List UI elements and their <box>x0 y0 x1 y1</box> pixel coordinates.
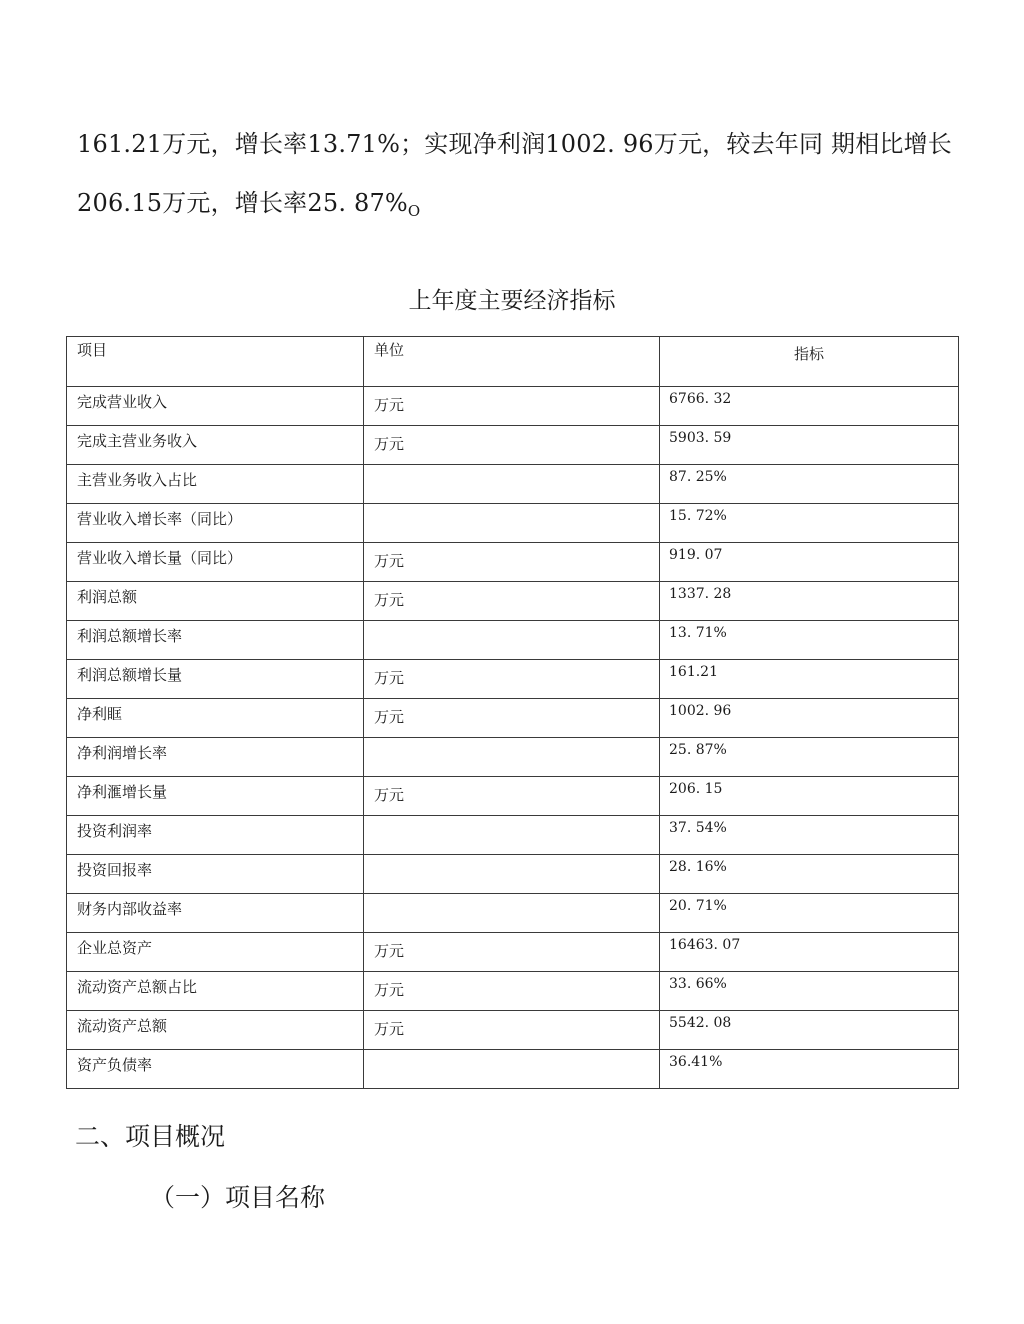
paragraph-trailing-mark: O <box>407 202 421 220</box>
economic-indicators-table <box>66 336 959 1089</box>
table-title: 上年度主要经济指标 <box>408 288 616 314</box>
row-unit-cell: 万元 <box>364 582 660 621</box>
table-row <box>67 582 959 621</box>
section-heading: 二、项目概况 <box>75 1122 226 1151</box>
row-item-cell: 主营业务收入占比 <box>67 465 364 504</box>
row-item-cell: 完成主营业务收入 <box>67 426 364 465</box>
table-row <box>67 387 959 426</box>
row-value-cell: 25. 87% <box>660 738 959 777</box>
table-row <box>67 660 959 699</box>
table-row <box>67 855 959 894</box>
table-row <box>67 621 959 660</box>
paragraph-text: 206.15万元，增长率25. 87% <box>77 189 408 217</box>
row-item-cell: 净利眶 <box>67 699 364 738</box>
row-unit-cell <box>364 465 660 504</box>
row-item-cell: 利润总额 <box>67 582 364 621</box>
table-row <box>67 777 959 816</box>
row-value-cell: 161.21 <box>660 660 959 699</box>
row-unit-cell <box>364 855 660 894</box>
table-row <box>67 543 959 582</box>
row-unit-cell: 万元 <box>364 387 660 426</box>
table-row <box>67 972 959 1011</box>
table-row <box>67 816 959 855</box>
row-unit-cell: 万元 <box>364 543 660 582</box>
row-item-cell: 利润总额增长量 <box>67 660 364 699</box>
row-item-cell: 营业收入增长率（同比） <box>67 504 364 543</box>
row-unit-cell: 万元 <box>364 777 660 816</box>
table-row <box>67 465 959 504</box>
header-item: 项目 <box>67 337 364 387</box>
row-unit-cell <box>364 738 660 777</box>
row-value-cell: 1337. 28 <box>660 582 959 621</box>
row-item-cell: 财务内部收益率 <box>67 894 364 933</box>
row-item-cell: 流动资产总额占比 <box>67 972 364 1011</box>
row-item-cell: 投资利润率 <box>67 816 364 855</box>
row-value-cell: 13. 71% <box>660 621 959 660</box>
row-unit-cell <box>364 1050 660 1089</box>
table-body <box>67 387 959 1089</box>
row-item-cell: 利润总额增长率 <box>67 621 364 660</box>
row-value-cell: 6766. 32 <box>660 387 959 426</box>
row-value-cell: 36.41% <box>660 1050 959 1089</box>
table-row <box>67 894 959 933</box>
row-unit-cell <box>364 504 660 543</box>
paragraph-line-2 <box>77 183 420 220</box>
row-value-cell: 1002. 96 <box>660 699 959 738</box>
row-unit-cell: 万元 <box>364 972 660 1011</box>
row-unit-cell: 万元 <box>364 660 660 699</box>
row-item-cell: 流动资产总额 <box>67 1011 364 1050</box>
row-item-cell: 净利滙增长量 <box>67 777 364 816</box>
table-row <box>67 1011 959 1050</box>
row-item-cell: 完成营业收入 <box>67 387 364 426</box>
table-row <box>67 1050 959 1089</box>
row-value-cell: 5903. 59 <box>660 426 959 465</box>
row-value-cell: 16463. 07 <box>660 933 959 972</box>
row-item-cell: 营业收入增长量（同比） <box>67 543 364 582</box>
table-row <box>67 426 959 465</box>
row-value-cell: 28. 16% <box>660 855 959 894</box>
row-unit-cell <box>364 621 660 660</box>
header-value: 指标 <box>660 337 959 387</box>
header-unit: 单位 <box>364 337 660 387</box>
row-unit-cell: 万元 <box>364 933 660 972</box>
row-value-cell: 206. 15 <box>660 777 959 816</box>
row-value-cell: 919. 07 <box>660 543 959 582</box>
row-value-cell: 5542. 08 <box>660 1011 959 1050</box>
paragraph-line-1 <box>77 124 952 159</box>
row-item-cell: 企业总资产 <box>67 933 364 972</box>
row-unit-cell <box>364 894 660 933</box>
row-value-cell: 33. 66% <box>660 972 959 1011</box>
row-unit-cell: 万元 <box>364 699 660 738</box>
row-unit-cell <box>364 816 660 855</box>
row-value-cell: 87. 25% <box>660 465 959 504</box>
row-value-cell: 37. 54% <box>660 816 959 855</box>
table-row <box>67 738 959 777</box>
row-unit-cell: 万元 <box>364 1011 660 1050</box>
paragraph-text: 161.21万元，增长率13.71%；实现净利润1002. 96万元，较去年同 期相比增长 <box>77 130 952 158</box>
row-unit-cell: 万元 <box>364 426 660 465</box>
row-item-cell: 投资回报率 <box>67 855 364 894</box>
table-header-row <box>67 337 959 387</box>
table-row <box>67 699 959 738</box>
subsection-heading: （一）项目名称 <box>150 1183 326 1212</box>
table-row <box>67 933 959 972</box>
row-value-cell: 15. 72% <box>660 504 959 543</box>
row-item-cell: 资产负债率 <box>67 1050 364 1089</box>
row-value-cell: 20. 71% <box>660 894 959 933</box>
row-item-cell: 净利润增长率 <box>67 738 364 777</box>
table-row <box>67 504 959 543</box>
